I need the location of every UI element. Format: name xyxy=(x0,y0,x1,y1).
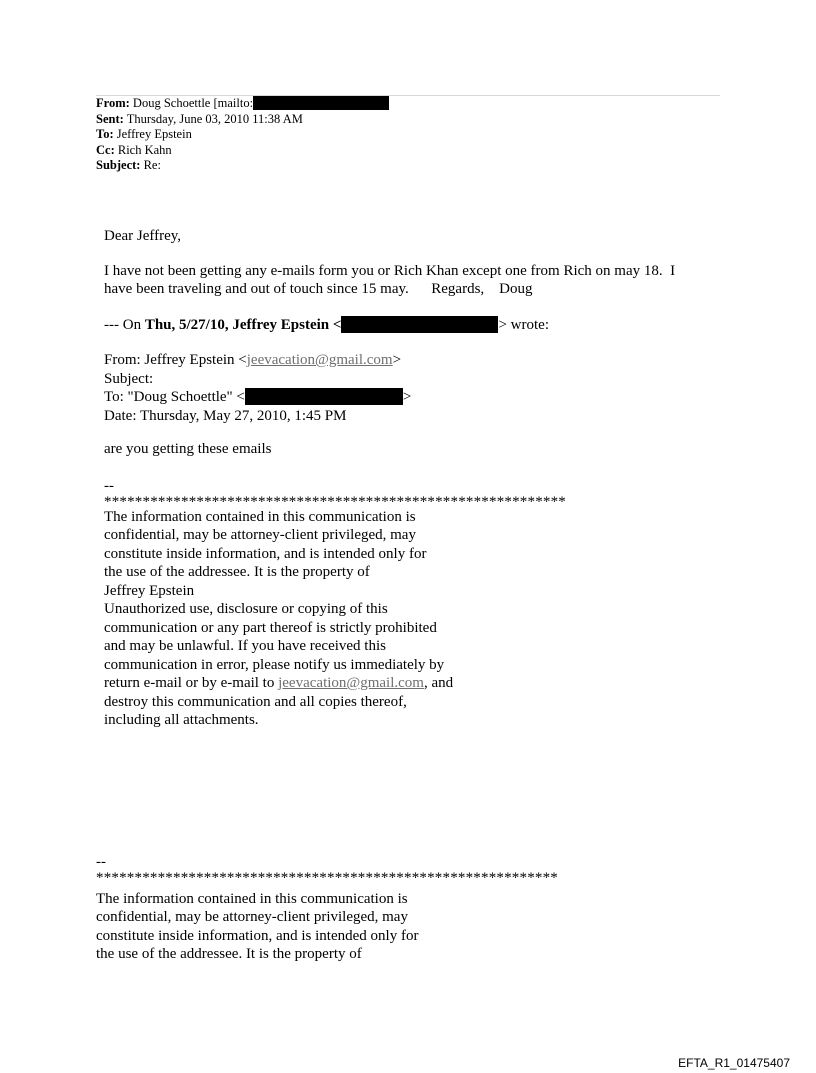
disclaimer-2-line: the use of the addressee. It is the property of xyxy=(96,946,362,962)
document-id-stamp: EFTA_R1_01475407 xyxy=(678,1056,790,1070)
disclaimer-1-line: including all attachments. xyxy=(104,712,259,728)
header-to-value: Jeffrey Epstein xyxy=(116,127,192,141)
disclaimer-1-line: and may be unlawful. If you have received this xyxy=(104,638,386,654)
quoted-from-line xyxy=(104,351,411,370)
quote-intro-suffix: > wrote: xyxy=(498,317,549,333)
email-header xyxy=(96,96,389,174)
quoted-from-email-link[interactable]: jeevacation@gmail.com xyxy=(246,352,393,368)
disclaimer-1-line: communication or any part thereof is strictly prohibited xyxy=(104,619,437,636)
redaction-bar xyxy=(253,96,389,110)
disclaimer-block-1 xyxy=(104,477,566,730)
header-subject-value: Re: xyxy=(143,158,161,172)
disclaimer-1-line: confidential, may be attorney-client privileged, may xyxy=(104,527,416,543)
disclaimer-1-stars: ************************************************************ xyxy=(104,493,566,510)
disclaimer-2-dashes: -- xyxy=(96,854,106,870)
redaction-bar xyxy=(245,388,403,405)
disclaimer-1-line: destroy this communication and all copies thereof, xyxy=(104,693,407,710)
quoted-header xyxy=(104,351,411,425)
reply-line-1: I have not been getting any e-mails form you or Rich Khan except one from Rich on may 18. I xyxy=(104,262,676,279)
quoted-from-prefix: From: Jeffrey Epstein < xyxy=(104,352,247,368)
header-cc-value: Rich Kahn xyxy=(117,142,172,157)
header-sent-value: Thursday, June 03, 2010 11:38 AM xyxy=(126,111,303,126)
reply-body xyxy=(104,227,675,299)
quoted-body-text: are you getting these emails xyxy=(104,441,272,457)
header-subject-row xyxy=(96,158,389,174)
disclaimer-1-return-suffix: , and xyxy=(423,675,454,691)
disclaimer-2-line: constitute inside information, and is intended only for xyxy=(96,927,419,944)
header-cc-label: Cc: xyxy=(96,142,115,157)
quoted-from-suffix: > xyxy=(392,352,402,368)
quote-intro xyxy=(104,316,549,335)
disclaimer-block-2 xyxy=(96,853,558,964)
quote-intro-sender: Thu, 5/27/10, Jeffrey Epstein < xyxy=(144,317,342,333)
header-to-row xyxy=(96,127,389,143)
header-subject-label: Subject: xyxy=(96,158,141,172)
disclaimer-1-line: the use of the addressee. It is the property of xyxy=(104,564,370,580)
reply-line-2: have been traveling and out of touch since 15 may. Regards, Doug xyxy=(104,281,533,297)
disclaimer-2-line: The information contained in this communication is xyxy=(96,890,408,907)
quoted-to-prefix: To: "Doug Schoettle" < xyxy=(104,389,245,405)
reply-greeting: Dear Jeffrey, xyxy=(104,228,182,244)
disclaimer-1-return-prefix: return e-mail or by e-mail to xyxy=(104,675,279,691)
disclaimer-1-line: Unauthorized use, disclosure or copying of this xyxy=(104,601,388,617)
disclaimer-1-line: The information contained in this communication is xyxy=(104,508,416,525)
disclaimer-1-dashes: -- xyxy=(104,478,114,494)
quoted-subject-line: Subject: xyxy=(104,370,154,387)
header-from-value: Doug Schoettle [mailto: xyxy=(132,96,254,110)
header-from-label: From: xyxy=(96,96,130,110)
redaction-bar xyxy=(341,316,498,333)
quoted-to-suffix: > xyxy=(402,389,412,405)
header-sent-label: Sent: xyxy=(96,111,124,126)
quote-intro-prefix: --- On xyxy=(104,317,145,333)
disclaimer-1-email-link[interactable]: jeevacation@gmail.com xyxy=(278,675,424,691)
disclaimer-1-line: Jeffrey Epstein xyxy=(104,582,195,599)
disclaimer-2-stars: ************************************************************ xyxy=(96,869,558,886)
header-to-label: To: xyxy=(96,127,114,141)
quoted-to-line xyxy=(104,388,411,407)
header-cc-row xyxy=(96,143,389,159)
disclaimer-1-return-line xyxy=(104,674,566,693)
disclaimer-1-line: constitute inside information, and is intended only for xyxy=(104,545,427,562)
disclaimer-2-line: confidential, may be attorney-client privileged, may xyxy=(96,909,408,925)
header-from-row xyxy=(96,96,389,112)
disclaimer-1-line: communication in error, please notify us immediately by xyxy=(104,656,445,673)
header-sent-row xyxy=(96,112,389,128)
quoted-date-line: Date: Thursday, May 27, 2010, 1:45 PM xyxy=(104,407,347,424)
